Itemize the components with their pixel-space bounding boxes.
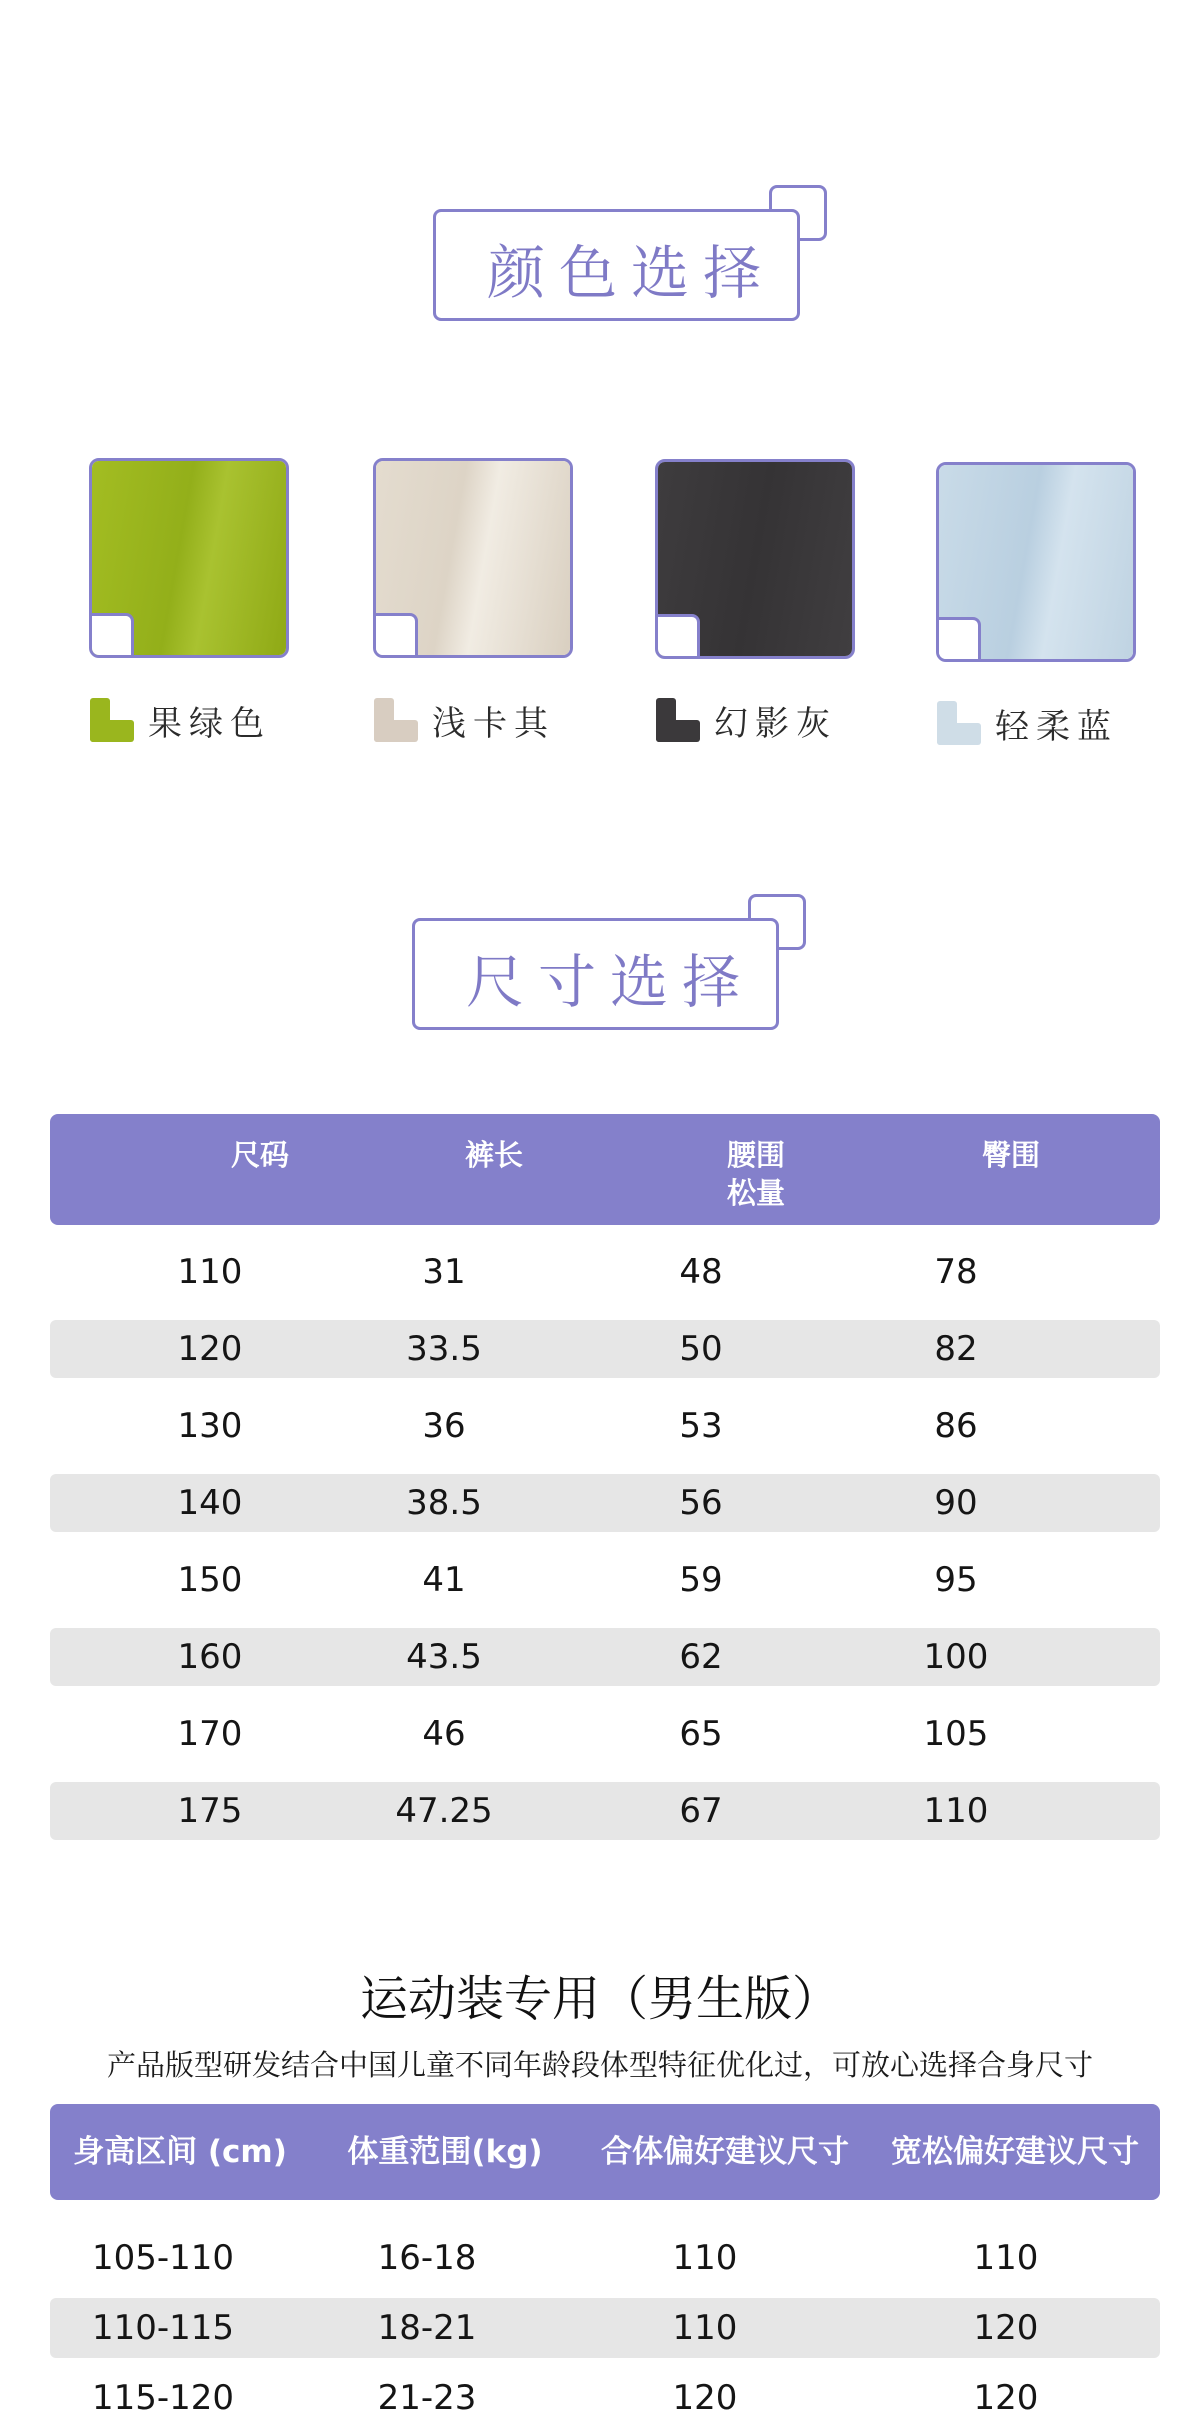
table-cell: 18-21 <box>377 2308 477 2348</box>
table-row <box>50 1320 1160 1378</box>
swatch-phantom-grey[interactable] <box>655 459 855 659</box>
header-hip: 臀围 <box>981 1138 1040 1172</box>
table-cell: 56 <box>679 1483 723 1523</box>
header-loose-size: 宽松偏好建议尺寸 <box>891 2134 1139 2170</box>
table-cell: 120 <box>973 2378 1039 2418</box>
color-section-title: 颜色选择 <box>487 239 776 307</box>
table-cell: 59 <box>679 1560 723 1600</box>
swatch-fruit-green[interactable] <box>89 458 289 658</box>
table-cell: 170 <box>177 1714 243 1754</box>
table-cell: 38.5 <box>406 1483 482 1523</box>
table-cell: 86 <box>934 1406 978 1446</box>
swatch-soft-blue[interactable] <box>936 462 1136 662</box>
table-cell: 110-115 <box>91 2308 235 2348</box>
header-pants-length: 裤长 <box>464 1138 523 1172</box>
table-cell: 175 <box>177 1791 243 1831</box>
table-row <box>50 2228 1160 2288</box>
table-cell: 82 <box>934 1329 978 1369</box>
table-cell: 110 <box>923 1791 989 1831</box>
table-cell: 140 <box>177 1483 243 1523</box>
swatch-light-khaki[interactable] <box>373 458 573 658</box>
color-chip-icon <box>656 698 700 742</box>
table-cell: 120 <box>973 2308 1039 2348</box>
color-chip-icon <box>90 698 134 742</box>
table-cell: 110 <box>177 1252 243 1292</box>
table-cell: 110 <box>973 2238 1039 2278</box>
table-cell: 160 <box>177 1637 243 1677</box>
table-cell: 48 <box>679 1252 723 1292</box>
table-cell: 31 <box>422 1252 466 1292</box>
table-cell: 115-120 <box>91 2378 235 2418</box>
table-cell: 33.5 <box>406 1329 482 1369</box>
table-cell: 65 <box>679 1714 723 1754</box>
table-cell: 105 <box>923 1714 989 1754</box>
table-cell: 50 <box>679 1329 723 1369</box>
table-row <box>50 2368 1160 2428</box>
table-cell: 78 <box>934 1252 978 1292</box>
table-cell: 120 <box>672 2378 738 2418</box>
color-chip-icon <box>374 698 418 742</box>
table-cell: 90 <box>934 1483 978 1523</box>
header-fit-size: 合体偏好建议尺寸 <box>601 2134 849 2170</box>
table-row <box>50 1551 1160 1609</box>
table-cell: 100 <box>923 1637 989 1677</box>
table-cell: 67 <box>679 1791 723 1831</box>
size-section-title: 尺寸选择 <box>466 948 755 1016</box>
table-row <box>50 2298 1160 2358</box>
header-size: 尺码 <box>230 1138 289 1172</box>
recommend-title: 运动装专用（男生版） <box>359 1971 840 2027</box>
table-cell: 120 <box>177 1329 243 1369</box>
header-waist-ease: 腰围 松量 <box>726 1138 785 1210</box>
table-row <box>50 1474 1160 1532</box>
color-chip-icon <box>937 701 981 745</box>
table-row <box>50 1628 1160 1686</box>
table-cell: 41 <box>422 1560 466 1600</box>
recommend-table-header <box>50 2104 1160 2200</box>
table-cell: 43.5 <box>406 1637 482 1677</box>
table-cell: 130 <box>177 1406 243 1446</box>
table-cell: 47.25 <box>395 1791 493 1831</box>
table-cell: 105-110 <box>91 2238 235 2278</box>
table-row <box>50 1243 1160 1301</box>
table-cell: 150 <box>177 1560 243 1600</box>
table-cell: 16-18 <box>377 2238 477 2278</box>
header-height-range: 身高区间 (cm) <box>73 2134 287 2170</box>
recommend-subtitle: 产品版型研发结合中国儿童不同年龄段体型特征优化过，可放心选择合身尺寸 <box>106 2048 1093 2082</box>
table-row <box>50 1782 1160 1840</box>
table-row <box>50 1705 1160 1763</box>
table-cell: 21-23 <box>377 2378 477 2418</box>
table-cell: 53 <box>679 1406 723 1446</box>
table-cell: 62 <box>679 1637 723 1677</box>
table-cell: 110 <box>672 2238 738 2278</box>
table-cell: 110 <box>672 2308 738 2348</box>
table-row <box>50 1397 1160 1455</box>
table-cell: 46 <box>422 1714 466 1754</box>
header-weight-range: 体重范围(kg) <box>347 2134 543 2170</box>
table-cell: 95 <box>934 1560 978 1600</box>
size-table-header <box>50 1114 1160 1225</box>
table-cell: 36 <box>422 1406 466 1446</box>
